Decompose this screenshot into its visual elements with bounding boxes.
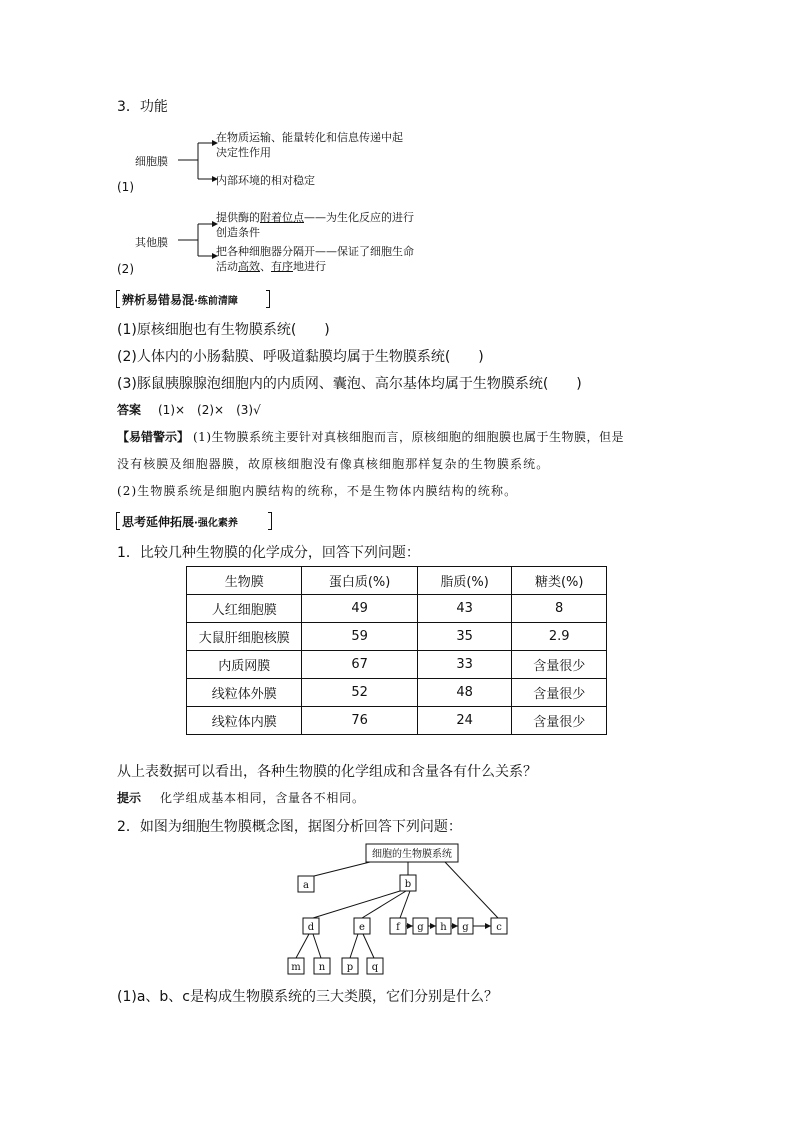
table-cell: 人红细胞膜 [187, 595, 302, 623]
sikao-subtitle: ·强化素养 [194, 518, 238, 529]
table-header-cell: 蛋白质(%) [302, 567, 417, 595]
diagram2-branch2-line1: 把各种细胞器分隔开——保证了细胞生命 [216, 245, 414, 258]
table-cell: 59 [302, 623, 417, 651]
sikao-q1-question: 从上表数据可以看出，各种生物膜的化学组成和含量各有什么关系？ [117, 764, 537, 780]
table-cell: 内质网膜 [187, 651, 302, 679]
warning-line2: 没有核膜及细胞器膜，故原核细胞没有像真核细胞那样复杂的生物膜系统。 [117, 457, 550, 471]
bianxi-subtitle: ·练前清障 [194, 296, 238, 307]
sikao-title: 思考延伸拓展 [122, 515, 195, 529]
warning-label: 【易错警示】 [117, 430, 190, 444]
table-cell: 含量很少 [512, 679, 607, 707]
edge-d-m [296, 934, 309, 958]
node-g2-label: g [462, 922, 469, 933]
node-n-label: n [318, 962, 326, 973]
diagram2-branch2-underlined-1: 高效 [238, 260, 260, 273]
edge-d-n [313, 934, 321, 958]
node-c-label: c [496, 922, 502, 933]
sikao-q2-sub1: (1)a、b、c是构成生物膜系统的三大类膜，它们分别是什么？ [117, 989, 498, 1005]
warning-line3: (2)生物膜系统是细胞内膜结构的统称，不是生物体内膜结构的统称。 [117, 484, 518, 498]
diagram2-branch2-post: 地进行 [293, 260, 326, 273]
edge-b-d [313, 891, 400, 918]
node-q-label: q [371, 962, 379, 973]
bianxi-q3: (3)豚鼠胰腺腺泡细胞内的内质网、囊泡、高尔基体均属于生物膜系统( ) [117, 376, 582, 392]
table-cell: 线粒体内膜 [187, 707, 302, 735]
node-e-label: e [359, 922, 365, 933]
table-cell: 含量很少 [512, 707, 607, 735]
node-g1-label: g [417, 922, 424, 933]
table-cell: 33 [417, 651, 512, 679]
edge-root-a [314, 862, 370, 876]
diagram2-root: 其他膜 [135, 236, 168, 249]
table-cell: 含量很少 [512, 651, 607, 679]
node-a-label: a [303, 880, 309, 891]
diagram2-branch1-pre: 提供酶的 [216, 211, 260, 224]
diagram2-branch2-underlined-2: 有序 [271, 260, 293, 273]
warning-line1: (1)生物膜系统主要针对真核细胞而言，原核细胞的细胞膜也属于生物膜，但是 [193, 430, 625, 444]
table-header-cell: 糖类(%) [512, 567, 607, 595]
table-cell: 52 [302, 679, 417, 707]
diagram1-branch1-line1: 在物质运输、能量转化和信息传递中起 [216, 131, 403, 144]
table-cell: 48 [417, 679, 512, 707]
answer-text: (1)× (2)× (3)√ [158, 403, 261, 417]
table-cell: 67 [302, 651, 417, 679]
diagram1-root: 细胞膜 [135, 155, 168, 168]
hint-text: 化学组成基本相同，含量各不相同。 [160, 791, 365, 805]
node-h-label: h [440, 922, 447, 933]
node-m-label: m [291, 962, 301, 973]
diagram1-branch1-line2: 决定性作用 [216, 146, 271, 159]
diagram2-number: (2) [117, 262, 134, 276]
node-p-label: p [346, 962, 354, 973]
bianxi-title: 辨析易错易混 [122, 293, 195, 307]
table-cell: 49 [302, 595, 417, 623]
table-header-cell: 脂质(%) [417, 567, 512, 595]
table-cell: 线粒体外膜 [187, 679, 302, 707]
node-b-label: b [404, 879, 412, 890]
table-cell: 大鼠肝细胞核膜 [187, 623, 302, 651]
edge-b-f [400, 891, 410, 918]
hint-label: 提示 [117, 791, 142, 805]
diagram2-branch2-mid: 、 [260, 260, 271, 273]
sikao-q1-intro: 1．比较几种生物膜的化学成分，回答下列问题： [117, 545, 420, 561]
table-cell: 24 [417, 707, 512, 735]
diagram1-number: (1) [117, 180, 134, 194]
edge-b-e [362, 891, 406, 918]
edge-e-q [363, 934, 374, 958]
diagram2-branch1-underlined: 附着位点 [260, 211, 304, 224]
bianxi-q1: (1)原核细胞也有生物膜系统( ) [117, 322, 330, 338]
diagram2-branch1-line2: 创造条件 [216, 226, 260, 239]
node-root-label: 细胞的生物膜系统 [372, 849, 452, 860]
table-cell: 2.9 [512, 623, 607, 651]
edge-e-p [350, 934, 358, 958]
table-header-cell: 生物膜 [187, 567, 302, 595]
table-cell: 8 [512, 595, 607, 623]
diagram1-branch2: 内部环境的相对稳定 [216, 174, 315, 187]
edge-root-c [445, 862, 498, 918]
diagram2-branch1-post: ——为生化反应的进行 [304, 211, 414, 224]
table-cell: 76 [302, 707, 417, 735]
answer-label: 答案 [117, 403, 142, 417]
table-cell: 43 [417, 595, 512, 623]
section-title: 3．功能 [117, 99, 168, 115]
node-d-label: d [307, 922, 315, 933]
bianxi-q2: (2)人体内的小肠黏膜、呼吸道黏膜均属于生物膜系统( ) [117, 349, 484, 365]
diagram2-branch2-pre: 活动 [216, 260, 238, 273]
node-f-label: f [396, 922, 400, 933]
sikao-q2-intro: 2．如图为细胞生物膜概念图，据图分析回答下列问题： [117, 819, 462, 835]
table-cell: 35 [417, 623, 512, 651]
